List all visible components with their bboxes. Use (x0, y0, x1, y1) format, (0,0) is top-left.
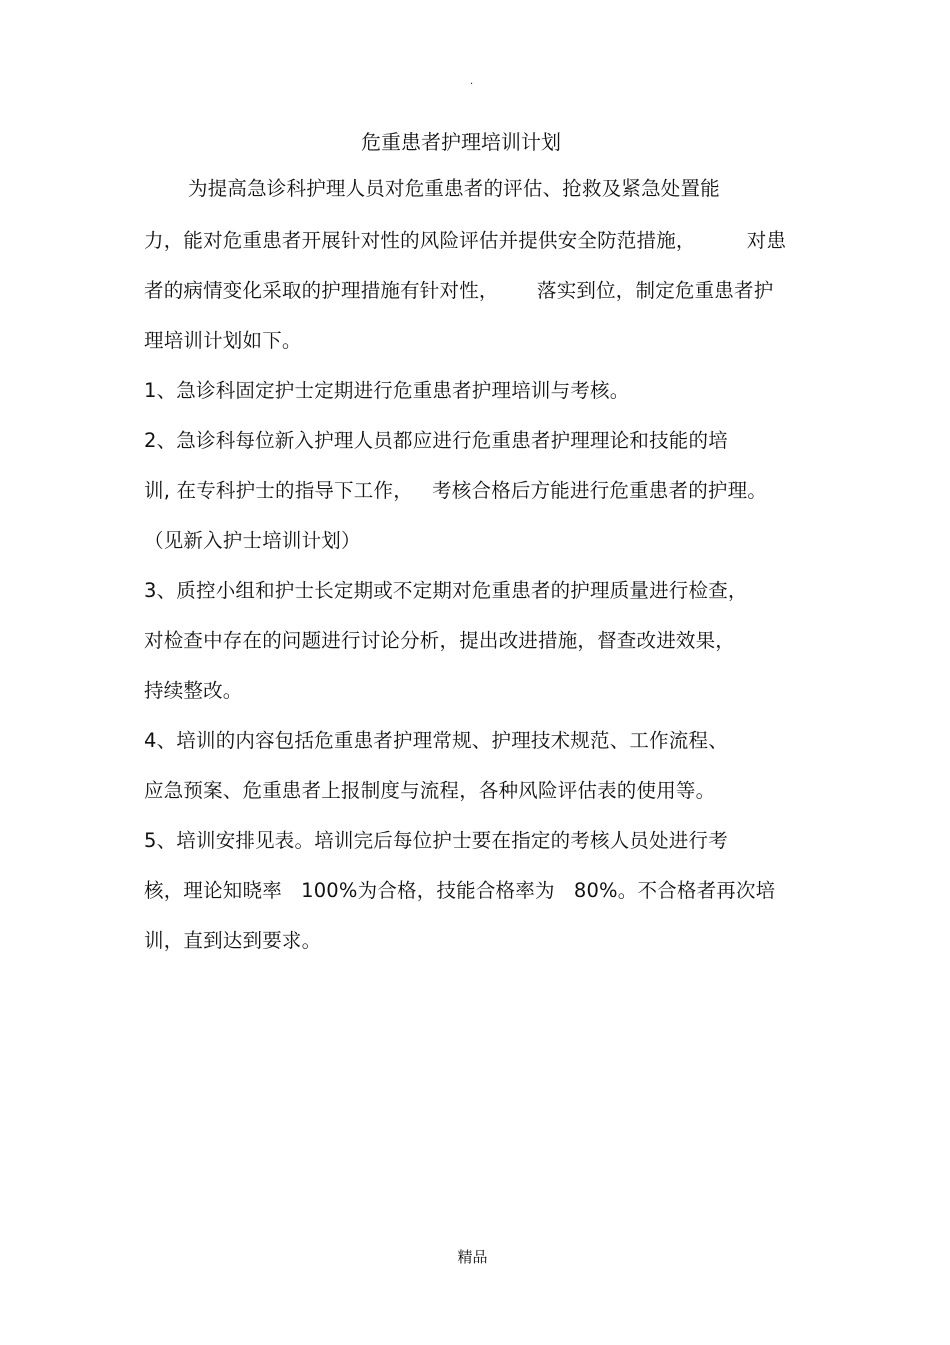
list-item-continuation: 训, 在专科护士的指导下工作， 考核合格后方能进行危重患者的护理。 (144, 479, 767, 502)
list-item-continuation: 对检查中存在的问题进行讨论分析，提出改进措施，督查改进效果， (144, 629, 736, 652)
document-title: 危重患者护理培训计划 (361, 130, 561, 154)
paragraph-line: 者的病情变化采取的护理措施有针对性， 落实到位，制定危重患者护 (144, 279, 774, 302)
list-item-continuation: 训，直到达到要求。 (144, 929, 322, 952)
paragraph-line: 理培训计划如下。 (144, 329, 302, 352)
list-item: 2、急诊科每位新入护理人员都应进行危重患者护理理论和技能的培 (144, 429, 728, 452)
list-item: 5、培训安排见表。培训完后每位护士要在指定的考核人员处进行考 (144, 829, 728, 852)
header-dot: . (470, 76, 474, 87)
list-item-continuation: 持续整改。 (144, 679, 243, 702)
list-item: 1、急诊科固定护士定期进行危重患者护理培训与考核。 (144, 379, 630, 402)
page-footer: 精品 (457, 1248, 488, 1266)
paragraph-line: 力，能对危重患者开展针对性的风险评估并提供安全防范措施， 对患 (144, 229, 787, 252)
list-item-continuation: （见新入护士培训计划） (144, 529, 361, 552)
list-item-continuation: 核，理论知晓率 100%为合格，技能合格率为 80%。不合格者再次培 (144, 879, 776, 902)
list-item-continuation: 应急预案、危重患者上报制度与流程，各种风险评估表的使用等。 (144, 779, 716, 802)
paragraph-line: 为提高急诊科护理人员对危重患者的评估、抢救及紧急处置能 (188, 177, 720, 200)
list-item: 4、培训的内容包括危重患者护理常规、护理技术规范、工作流程、 (144, 729, 728, 752)
list-item: 3、质控小组和护士长定期或不定期对危重患者的护理质量进行检查， (144, 579, 748, 602)
